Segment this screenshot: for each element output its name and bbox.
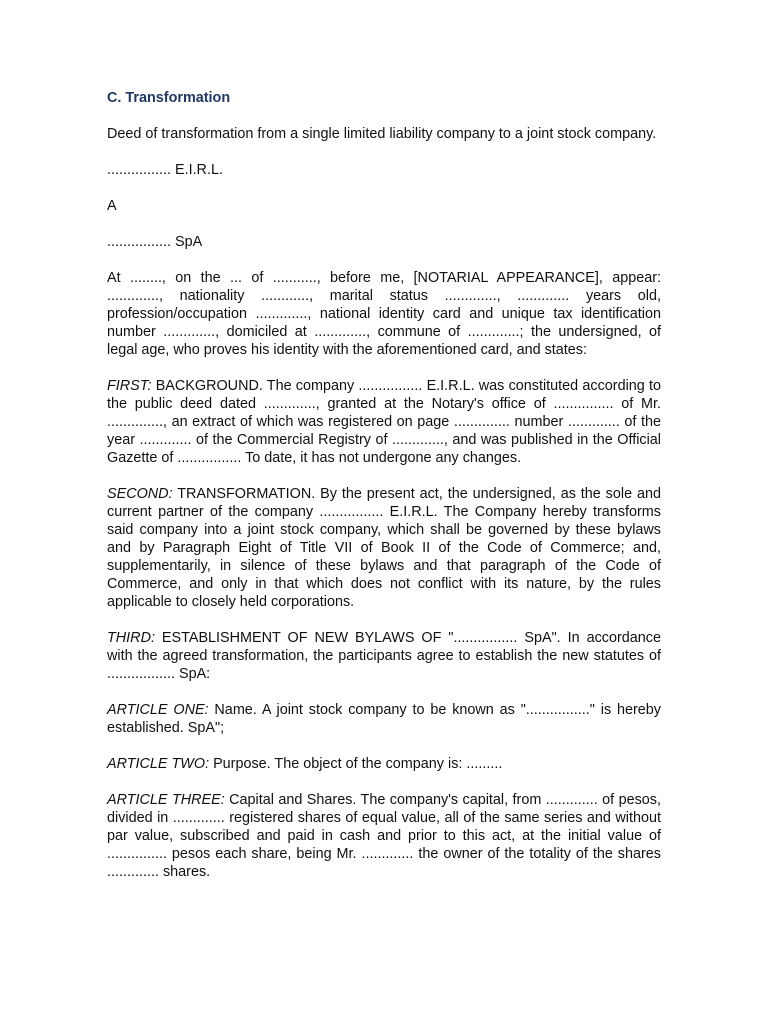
intro-paragraph: Deed of transformation from a single limited liability company to a joint stock company. [107, 126, 657, 142]
to-company-line: ................ SpA [107, 234, 203, 250]
clause-lead: ARTICLE TWO: [107, 756, 210, 772]
article-three [107, 791, 661, 881]
article-two [107, 755, 661, 773]
clause-lead: ARTICLE THREE: [107, 792, 225, 808]
section-heading: C. Transformation [107, 90, 231, 106]
connector-line: A [107, 198, 117, 214]
clause-text: Purpose. The object of the company is: ......... [209, 756, 503, 772]
clause-text: Capital and Shares. The company's capital, from ............. of pesos, divided in ............. registered shares of equal value, all of the same series and without par value, subscribed and paid in cash and prior to this act, at the initial value of ............... pesos each share, being Mr. ............. the owner of the totality of the shares ............. shares. [107, 792, 661, 880]
clause-first [107, 377, 661, 467]
clause-third [107, 629, 661, 683]
clause-lead: FIRST: [107, 378, 152, 394]
article-one [107, 701, 661, 737]
clause-lead: SECOND: [107, 486, 173, 502]
clause-lead: THIRD: [107, 630, 155, 646]
appearance-paragraph: At ........, on the ... of ..........., before me, [NOTARIAL APPEARANCE], appear: ............., nationality ............, marital status ............., ............. years old, profession/occupation ............., national identity card and unique tax identification number ............., domiciled at ............., commune of .............; the undersigned, of legal age, who proves his identity with the aforementioned card, and states: [107, 270, 661, 358]
document-page [107, 89, 661, 899]
clause-lead: ARTICLE ONE: [107, 702, 209, 718]
from-company-line: ................ E.I.R.L. [107, 162, 223, 178]
clause-text: TRANSFORMATION. By the present act, the undersigned, as the sole and current partner of the company ................ E.I.R.L. The Company hereby transforms said company into a joint stock company, which shall be governed by these bylaws and by Paragraph Eight of Title VII of Book II of the Code of Commerce; and, supplementarily, in silence of these bylaws and that paragraph of the Code of Commerce, and only in that which does not conflict with its nature, by the rules applicable to closely held corporations. [107, 486, 661, 610]
clause-text: BACKGROUND. The company ................ E.I.R.L. was constituted according to the public deed dated ............., granted at the Notary's office of ............... of Mr. .............., an extract of which was registered on page .............. number ............. of the year ............. of the Commercial Registry of ............., and was published in the Official Gazette of ................ To date, it has not undergone any changes. [107, 378, 661, 466]
clause-text: Name. A joint stock company to be known as "................" is hereby established. SpA"; [107, 702, 661, 736]
clause-second [107, 485, 661, 611]
clause-text: ESTABLISHMENT OF NEW BYLAWS OF "................ SpA". In accordance with the agreed transformation, the participants agree to establish the new statutes of ................. SpA: [107, 630, 661, 682]
